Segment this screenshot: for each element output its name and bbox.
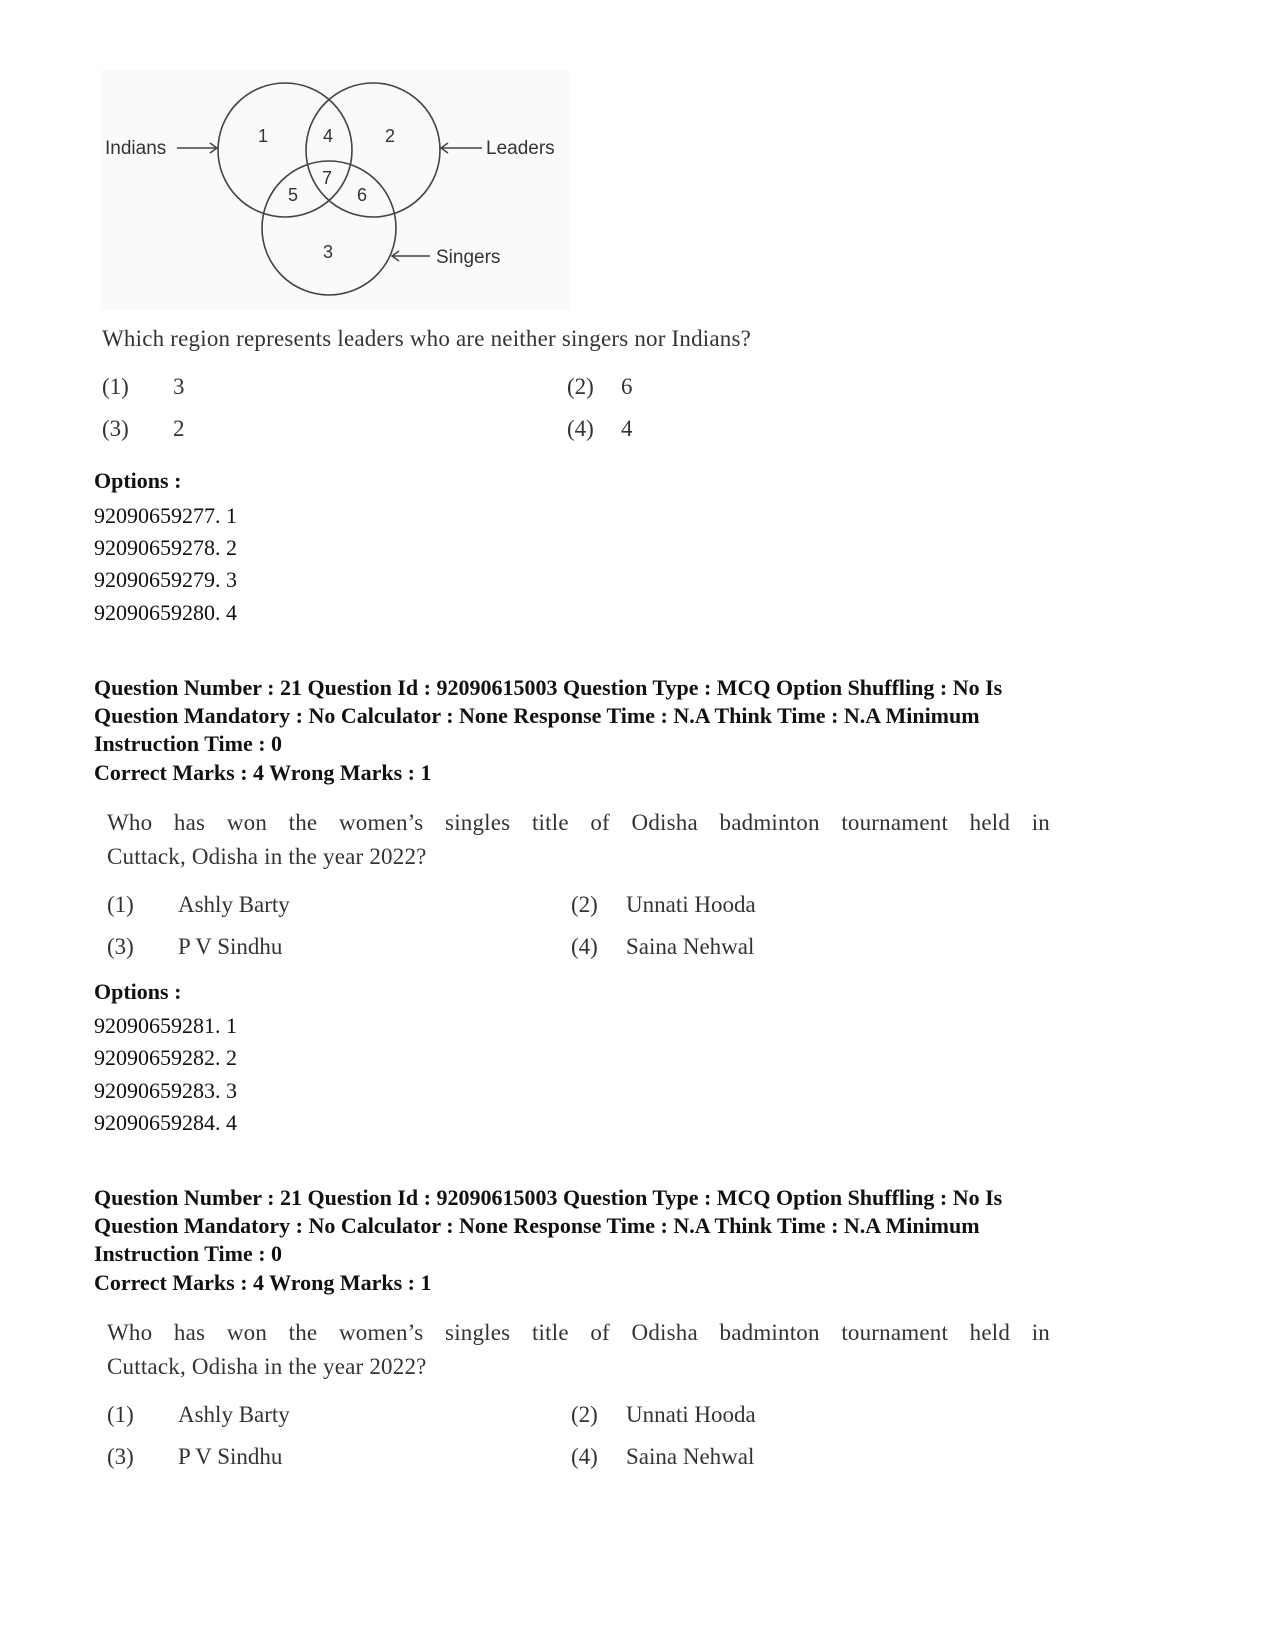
q21-option-3: 92090659283. 3	[94, 1078, 237, 1103]
q21b-choice-2-num: (2)	[571, 1402, 598, 1427]
q20-choice-2-num: (2)	[567, 374, 594, 399]
q21b-choice-row-1	[107, 1402, 857, 1442]
q21-choice-row-2	[107, 934, 857, 974]
region-3: 3	[323, 242, 334, 262]
q21-meta-line-1: Question Number : 21 Question Id : 92090615003 Question Type : MCQ Option Shuffling : No Is	[94, 675, 1003, 700]
q21-choice-1-num: (1)	[107, 892, 134, 917]
q21-meta-line-2: Question Mandatory : No Calculator : None Response Time : N.A Think Time : N.A Minimum	[94, 703, 980, 728]
q21-choice-4-num: (4)	[571, 934, 598, 959]
q21b-meta-line-1: Question Number : 21 Question Id : 92090615003 Question Type : MCQ Option Shuffling : No Is	[94, 1185, 1003, 1210]
q21b-choice-row-2	[107, 1444, 857, 1484]
q20-choice-3-value: 2	[173, 416, 185, 441]
q21-choice-1-value: Ashly Barty	[178, 892, 290, 917]
q21b-choice-4-num: (4)	[571, 1444, 598, 1469]
q20-choice-4-value: 4	[621, 416, 633, 441]
q20-choice-2-value: 6	[621, 374, 633, 399]
q21-choice-3-value: P V Sindhu	[178, 934, 283, 959]
q21b-choice-1-num: (1)	[107, 1402, 134, 1427]
q21b-marks: Correct Marks : 4 Wrong Marks : 1	[94, 1270, 432, 1295]
q20-choice-row-2	[102, 416, 802, 456]
label-indians: Indians	[105, 138, 167, 159]
q21-meta-line-3: Instruction Time : 0	[94, 731, 283, 756]
q21b-meta	[94, 1184, 1094, 1268]
q21-option-4: 92090659284. 4	[94, 1110, 237, 1135]
label-singers: Singers	[436, 247, 501, 268]
q21-question-line-2: Cuttack, Odisha in the year 2022?	[107, 844, 427, 869]
label-leaders: Leaders	[486, 138, 555, 159]
q21-choice-3-num: (3)	[107, 934, 134, 959]
q20-option-4: 92090659280. 4	[94, 600, 237, 625]
q21-choice-2-value: Unnati Hooda	[626, 892, 756, 917]
q20-option-2: 92090659278. 2	[94, 535, 237, 560]
q21b-meta-line-2: Question Mandatory : No Calculator : None Response Time : N.A Think Time : N.A Minimum	[94, 1213, 980, 1238]
q21b-question-line-1: Who has won the women’s singles title of Odisha badminton tournament held in	[107, 1320, 1050, 1345]
region-4: 4	[323, 126, 334, 146]
region-2: 2	[385, 126, 396, 146]
region-1: 1	[258, 126, 269, 146]
region-6: 6	[357, 185, 368, 205]
q21b-question-line-2: Cuttack, Odisha in the year 2022?	[107, 1354, 427, 1379]
q21-question-line-1: Who has won the women’s singles title of Odisha badminton tournament held in	[107, 810, 1050, 835]
q21-meta	[94, 674, 1094, 758]
q21b-choice-4-value: Saina Nehwal	[626, 1444, 755, 1469]
q20-choice-1-value: 3	[173, 374, 185, 399]
q20-option-3: 92090659279. 3	[94, 567, 237, 592]
q21b-choice-3-value: P V Sindhu	[178, 1444, 283, 1469]
q20-options-title: Options :	[94, 468, 182, 493]
q20-choice-1-num: (1)	[102, 374, 129, 399]
q21-option-1: 92090659281. 1	[94, 1013, 237, 1038]
q20-choice-4-num: (4)	[567, 416, 594, 441]
q20-question-text: Which region represents leaders who are neither singers nor Indians?	[102, 326, 752, 351]
q21b-meta-line-3: Instruction Time : 0	[94, 1241, 283, 1266]
region-5: 5	[288, 185, 299, 205]
q20-choice-3-num: (3)	[102, 416, 129, 441]
q21b-choice-2-value: Unnati Hooda	[626, 1402, 756, 1427]
q20-option-1: 92090659277. 1	[94, 503, 237, 528]
q21b-choice-3-num: (3)	[107, 1444, 134, 1469]
q21-choice-4-value: Saina Nehwal	[626, 934, 755, 959]
q21-choice-row-1	[107, 892, 857, 932]
q21-choice-2-num: (2)	[571, 892, 598, 917]
q21-option-2: 92090659282. 2	[94, 1045, 237, 1070]
venn-diagram	[100, 70, 570, 310]
q21-options-title: Options :	[94, 979, 182, 1004]
region-7: 7	[322, 168, 333, 188]
q20-choice-row-1	[102, 374, 802, 414]
q21b-choice-1-value: Ashly Barty	[178, 1402, 290, 1427]
q21-marks: Correct Marks : 4 Wrong Marks : 1	[94, 760, 432, 785]
